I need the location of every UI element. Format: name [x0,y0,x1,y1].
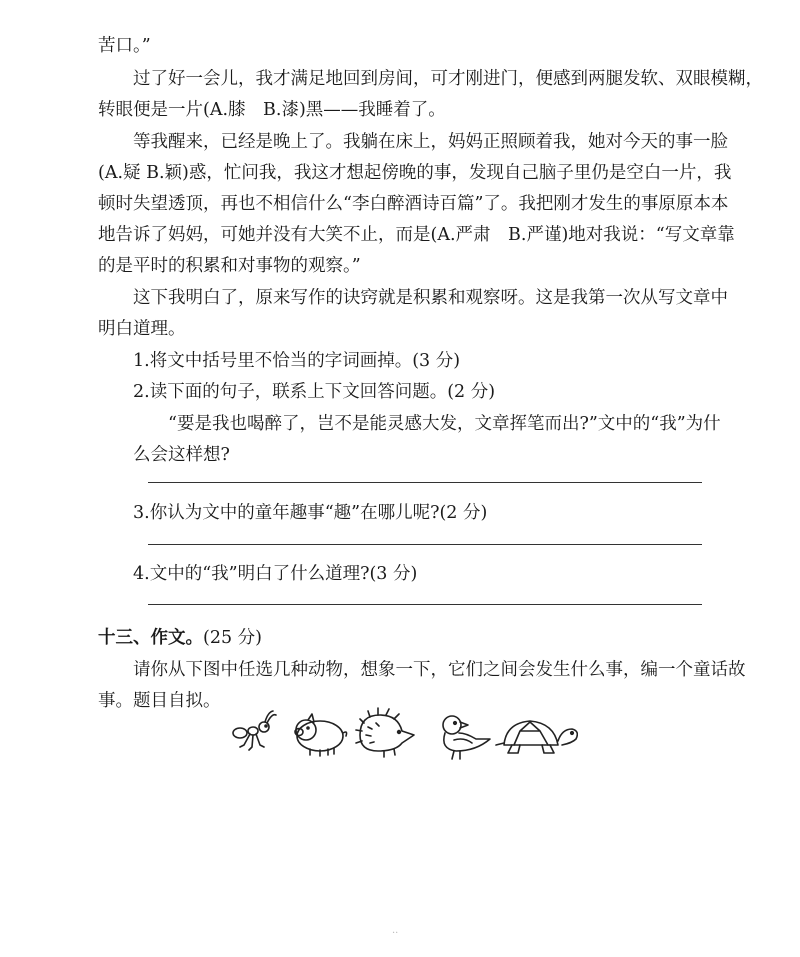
question-4: 4.文中的“我”明白了什么道理?(3 分) [133,564,418,584]
turtle-icon [496,721,577,753]
answer-line-q3[interactable] [148,544,702,545]
composition-heading [98,627,262,649]
question-2-quote: “要是我也喝醉了，岂不是能灵感大发，文章挥笔而出?”文中的“我”为什 [168,414,721,434]
passage-line: 苦口。” [98,36,151,56]
hedgehog-icon [356,708,414,757]
question-3: 3.你认为文中的童年趣事“趣”在哪儿呢?(2 分) [133,503,488,523]
passage-line: 等我醒来，已经是晚上了。我躺在床上，妈妈正照顾着我，她对今天的事一脸 [133,132,728,152]
passage-line: 过了好一会儿，我才满足地回到房间，可才刚进门，便感到两腿发软、双眼模糊， [133,69,763,89]
bird-icon [443,716,490,759]
ant-icon [233,711,276,750]
animal-illustrations [228,703,578,765]
question-1: 1.将文中括号里不恰当的字词画掉。(3 分) [133,351,461,371]
passage-line: 的是平时的积累和对事物的观察。” [98,256,361,276]
question-2-quote: 么会这样想? [133,445,230,465]
section-score: (25 分) [203,628,262,648]
passage-line: 顿时失望透顶，再也不相信什么“李白醉酒诗百篇”了。我把刚才发生的事原原本本 [98,194,729,214]
page-number-mark: ·· [392,928,399,939]
composition-prompt: 请你从下图中任选几种动物，想象一下，它们之间会发生什么事，编一个童话故 [133,660,746,680]
answer-line-q2[interactable] [148,482,702,483]
pig-icon [295,714,347,756]
passage-line: 地告诉了妈妈，可她并没有大笑不止，而是(A.严肃 B.严谨)地对我说：“写文章靠 [98,225,735,245]
passage-line: 转眼便是一片(A.膝 B.漆)黑——我睡着了。 [98,100,446,120]
passage-line: 明白道理。 [98,319,186,339]
passage-line: (A.疑 B.颖)惑，忙问我，我这才想起傍晚的事，发现自己脑子里仍是空白一片，我 [98,163,732,183]
question-2: 2.读下面的句子，联系上下文回答问题。(2 分) [133,382,496,402]
answer-line-q4[interactable] [148,604,702,605]
section-title: 十三、作文。 [98,628,203,648]
passage-line: 这下我明白了，原来写作的诀窍就是积累和观察呀。这是我第一次从写文章中 [133,288,728,308]
composition-prompt: 事。题目自拟。 [98,691,221,711]
